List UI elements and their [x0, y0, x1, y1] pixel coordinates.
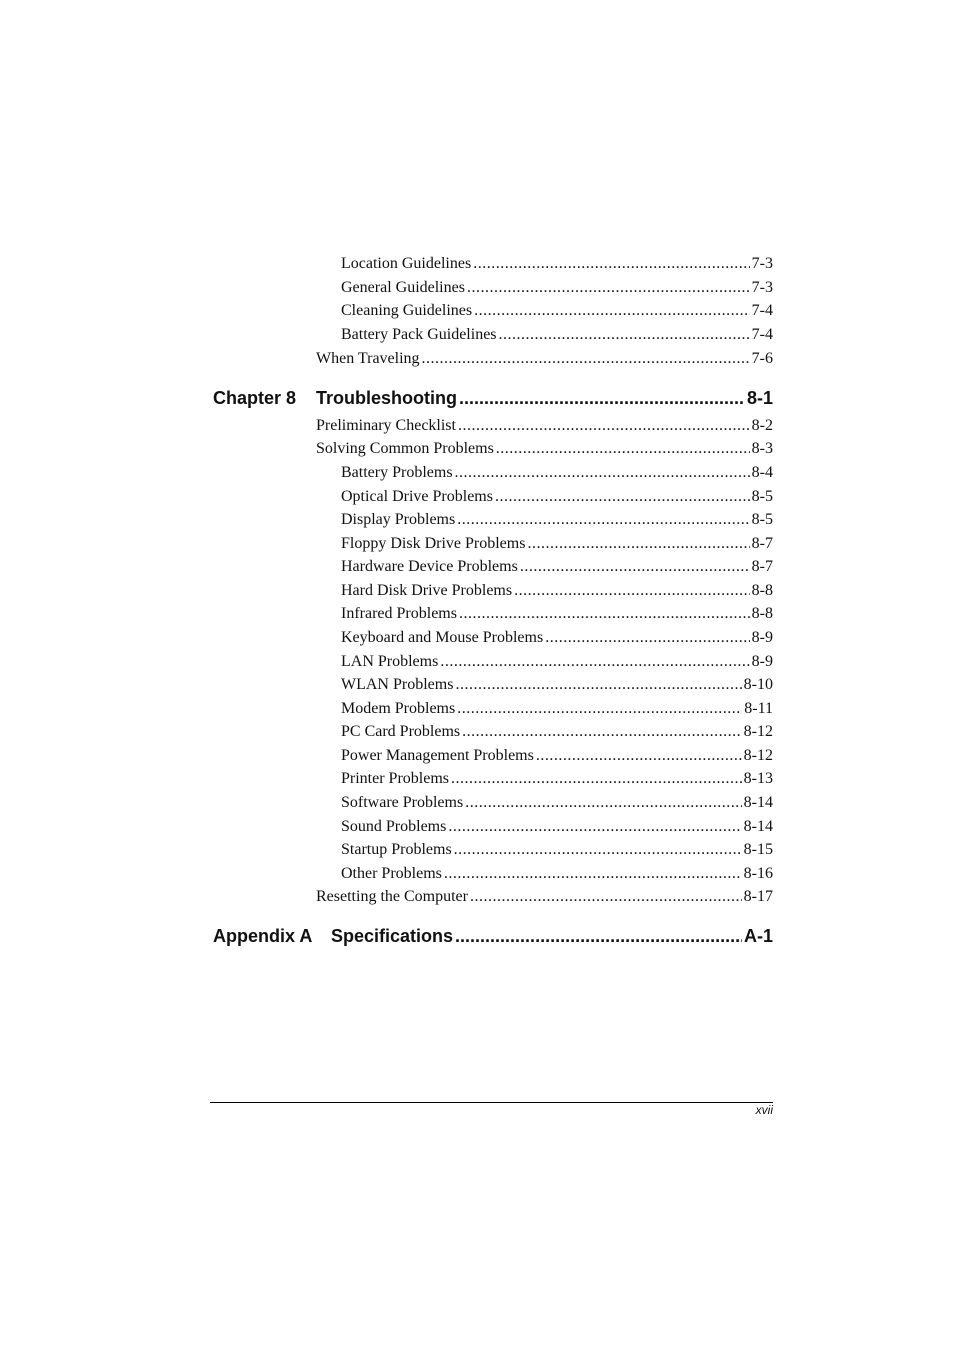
appendix-title: Specifications: [331, 926, 454, 946]
footer-page-number: xvii: [755, 1103, 773, 1117]
toc-entry-page: 8-9: [751, 653, 773, 670]
toc-entry: [341, 533, 773, 555]
toc-entry: [341, 277, 773, 299]
leader-dots: [459, 603, 750, 625]
toc-entry-title: Solving Common Problems: [316, 440, 494, 457]
toc-entry-page: 8-11: [744, 700, 773, 717]
toc-entry-title: Software Problems: [341, 794, 464, 811]
toc-entry-title: Resetting the Computer: [316, 888, 468, 905]
toc-entry-title: Power Management Problems: [341, 747, 534, 764]
toc-entry-title: Battery Problems: [341, 464, 453, 481]
toc-entry: [316, 415, 773, 437]
toc-entry-title: LAN Problems: [341, 653, 439, 670]
toc-entry: [341, 603, 773, 625]
leader-dots: [455, 462, 750, 484]
toc-entry-title: Infrared Problems: [341, 605, 457, 622]
toc-entry: [316, 886, 773, 908]
toc-entry-page: 8-12: [743, 747, 773, 764]
toc-entry-title: General Guidelines: [341, 279, 465, 296]
leader-dots: [499, 324, 750, 346]
toc-entry-page: 8-14: [743, 818, 773, 835]
toc-entry-page: 8-15: [743, 841, 773, 858]
toc-entry: [341, 324, 773, 346]
toc-entry: [316, 438, 773, 460]
toc-entry-title: Preliminary Checklist: [316, 417, 456, 434]
leader-dots: [455, 674, 741, 696]
leader-dots: [455, 923, 742, 949]
toc-entry-page: 7-3: [751, 279, 773, 296]
leader-dots: [454, 839, 742, 861]
toc-entry: [341, 698, 773, 720]
toc-entry: [341, 768, 773, 790]
footer-rule: [210, 1102, 773, 1103]
chapter-page: 8-1: [746, 388, 773, 408]
leader-dots: [451, 768, 742, 790]
toc-entry-page: 8-5: [751, 511, 773, 528]
chapter-label: Chapter 8: [213, 388, 297, 408]
leader-dots: [422, 348, 750, 370]
toc-entry-title: Location Guidelines: [341, 255, 472, 272]
toc-entry-page: 8-4: [751, 464, 773, 481]
leader-dots: [495, 486, 750, 508]
leader-dots: [545, 627, 749, 649]
toc-entry-page: 8-12: [743, 723, 773, 740]
toc-entry: [341, 580, 773, 602]
toc-entry-title: Other Problems: [341, 865, 442, 882]
toc-entry: [316, 348, 773, 370]
leader-dots: [496, 438, 750, 460]
toc-entry-title: Hard Disk Drive Problems: [341, 582, 513, 599]
appendix-heading: [213, 923, 773, 949]
appendix-label: Appendix A: [213, 926, 313, 946]
toc-entry: [341, 300, 773, 322]
toc-entry: [341, 863, 773, 885]
toc-entry: [341, 792, 773, 814]
leader-dots: [462, 721, 742, 743]
leader-dots: [520, 556, 750, 578]
toc-entry-title: When Traveling: [316, 350, 420, 367]
toc-entry-title: PC Card Problems: [341, 723, 461, 740]
toc-entry: [341, 627, 773, 649]
toc-entry-page: 8-3: [751, 440, 773, 457]
toc-entry-title: Display Problems: [341, 511, 456, 528]
leader-dots: [457, 698, 742, 720]
toc-entry-title: WLAN Problems: [341, 676, 454, 693]
toc-entry-page: 7-6: [751, 350, 773, 367]
leader-dots: [514, 580, 750, 602]
leader-dots: [470, 886, 742, 908]
leader-dots: [473, 253, 749, 275]
chapter-heading: [213, 385, 773, 411]
leader-dots: [467, 277, 750, 299]
toc-entry-page: 8-10: [743, 676, 773, 693]
leader-dots: [448, 816, 741, 838]
leader-dots: [527, 533, 749, 555]
toc-entry-page: 7-3: [751, 255, 773, 272]
toc-entry: [341, 462, 773, 484]
toc-entry-page: 8-9: [751, 629, 773, 646]
toc-entry-page: 8-14: [743, 794, 773, 811]
toc-entry: [341, 486, 773, 508]
toc-entry-page: 8-7: [751, 558, 773, 575]
toc-entry-page: 8-2: [751, 417, 773, 434]
toc-entry: [341, 674, 773, 696]
chapter-title: Troubleshooting: [316, 388, 457, 408]
appendix-page: A-1: [743, 926, 773, 946]
leader-dots: [457, 509, 749, 531]
toc-entry-page: 8-7: [751, 535, 773, 552]
leader-dots: [465, 792, 741, 814]
toc-entry-title: Hardware Device Problems: [341, 558, 518, 575]
toc-entry-page: 7-4: [751, 302, 773, 319]
toc-entry-title: Cleaning Guidelines: [341, 302, 473, 319]
toc-entry: [341, 651, 773, 673]
leader-dots: [536, 745, 742, 767]
toc-entry: [341, 839, 773, 861]
toc-entry: [341, 745, 773, 767]
toc-entry-page: 8-13: [743, 770, 773, 787]
toc-entry-title: Sound Problems: [341, 818, 447, 835]
leader-dots: [444, 863, 742, 885]
toc-entry-title: Optical Drive Problems: [341, 488, 493, 505]
toc-entry-title: Startup Problems: [341, 841, 452, 858]
leader-dots: [474, 300, 750, 322]
toc-entry-page: 8-17: [743, 888, 773, 905]
toc-entry-title: Modem Problems: [341, 700, 456, 717]
toc-entry-page: 8-5: [751, 488, 773, 505]
toc-entry: [341, 556, 773, 578]
toc-entry: [341, 509, 773, 531]
toc-entry-page: 8-16: [743, 865, 773, 882]
toc-entry: [341, 253, 773, 275]
leader-dots: [440, 651, 749, 673]
leader-dots: [458, 415, 750, 437]
toc-entry-page: 8-8: [751, 605, 773, 622]
toc-entry: [341, 816, 773, 838]
leader-dots: [459, 385, 745, 411]
toc-entry-title: Floppy Disk Drive Problems: [341, 535, 526, 552]
toc-entry-title: Keyboard and Mouse Problems: [341, 629, 544, 646]
toc-entry-page: 8-8: [751, 582, 773, 599]
toc-entry: [341, 721, 773, 743]
toc-entry-title: Printer Problems: [341, 770, 449, 787]
toc-entry-title: Battery Pack Guidelines: [341, 326, 497, 343]
toc-entry-page: 7-4: [751, 326, 773, 343]
